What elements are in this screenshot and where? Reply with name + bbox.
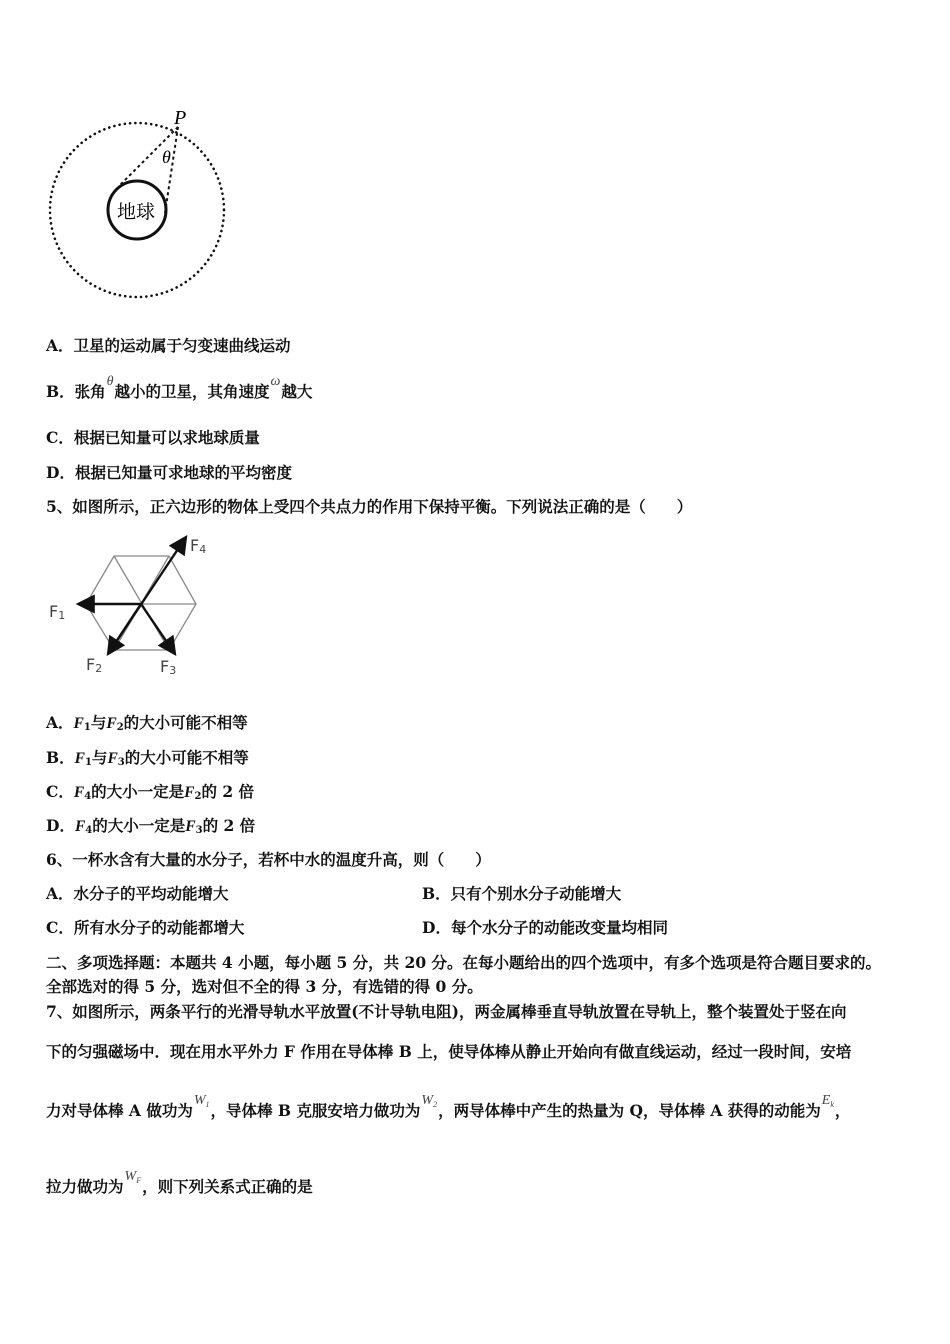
q5-stem: 5、如图所示，正六边形的物体上受四个共点力的作用下保持平衡。下列说法正确的是（ ） — [46, 497, 693, 516]
theta-symbol: θ — [106, 374, 114, 389]
q5-d-mid: 的大小一定是 — [92, 816, 186, 835]
q7-line4-b: ，则下列关系式正确的是 — [142, 1177, 313, 1196]
q7-line2: 下的匀强磁场中．现在用水平外力 F 作用在导体棒 B 上，使导体棒从静止开始向有做直线运动，经过一段时间，安培 — [46, 1042, 852, 1061]
q6-option-c: C．所有水分子的动能都增大 — [46, 918, 245, 937]
q5-d-post: 的 2 倍 — [202, 816, 256, 835]
q5-option-b — [46, 748, 910, 773]
q5-c-pre: C． — [46, 782, 74, 801]
q5-a-f1-sub: 1 — [83, 722, 91, 733]
q6-option-d: D．每个水分子的动能改变量均相同 — [422, 918, 668, 937]
q5-b-f1-sub: 1 — [84, 757, 92, 768]
hexagon-forces-figure — [40, 532, 220, 682]
q6-option-b: B．只有个别水分子动能增大 — [422, 884, 622, 903]
q7-line1: 7、如图所示，两条平行的光滑导轨水平放置(不计导轨电阻)，两金属棒垂直导轨放置在导轨上，整个装置处于竖在向 — [46, 1002, 847, 1021]
q5-c-f2: F — [184, 784, 195, 801]
force-f4-arrow — [108, 537, 186, 654]
wf-symbol: $W_F$ — [124, 1169, 142, 1185]
w2-symbol: $W_2$ — [421, 1093, 438, 1109]
ek-symbol: $E_k$ — [821, 1093, 834, 1109]
q5-option-d — [46, 816, 910, 841]
q4-option-b-mid: 越小的卫星，其角速度 — [114, 382, 270, 401]
q5-b-mid: 与 — [91, 748, 108, 767]
q5-b-f3-sub: 3 — [117, 757, 125, 768]
w1-symbol: $W_1$ — [193, 1093, 210, 1109]
q5-d-pre: D． — [46, 816, 75, 835]
f4-label: F4 — [190, 536, 207, 556]
q5-a-pre: A． — [46, 713, 74, 732]
q4-option-c: C．根据已知量可以求地球质量 — [46, 428, 260, 447]
q6-row-2 — [46, 918, 910, 938]
f2-label: F2 — [86, 655, 103, 675]
q4-option-a: A．卫星的运动属于匀变速曲线运动 — [46, 336, 291, 355]
q5-d-f3-sub: 3 — [195, 825, 203, 836]
q5-a-f1: F — [73, 715, 84, 732]
f3-label: F3 — [160, 657, 177, 677]
f1-label: F1 — [49, 602, 66, 622]
q5-option-c — [46, 782, 910, 807]
q5-a-mid: 与 — [90, 713, 107, 732]
q4-option-b-post: 越大 — [281, 382, 313, 401]
q5-b-post: 的大小可能不相等 — [124, 748, 249, 767]
q7-line3-c: ，两导体棒中产生的热量为 Q，导体棒 A 获得的动能为 — [438, 1101, 821, 1120]
q6-option-a: A．水分子的平均动能增大 — [46, 884, 229, 903]
angle-theta-label: θ — [162, 147, 171, 167]
omega-symbol: ω — [270, 374, 281, 389]
q5-b-f1: F — [74, 750, 85, 767]
tangent-line-2 — [165, 127, 178, 213]
q6-stem: 6、一杯水含有大量的水分子，若杯中水的温度升高，则（ ） — [46, 850, 491, 869]
section2-line2: 全部选对的得 5 分，选对但不全的得 3 分，有选错的得 0 分。 — [46, 977, 483, 996]
q4-option-b — [46, 374, 910, 404]
q5-option-a — [46, 713, 910, 738]
q5-d-f4-sub: 4 — [85, 825, 93, 836]
q5-c-f4: F — [73, 784, 85, 801]
q5-c-mid: 的大小一定是 — [91, 782, 185, 801]
q5-b-f3: F — [107, 750, 118, 767]
q7-line3 — [46, 1093, 910, 1127]
q7-line4 — [46, 1169, 910, 1203]
q5-a-f2-sub: 2 — [116, 722, 124, 733]
q7-line4-a: 拉力做功为 — [46, 1177, 124, 1196]
q7-line3-a: 力对导体棒 A 做功为 — [46, 1101, 193, 1120]
q5-a-f2: F — [106, 715, 117, 732]
q5-d-f3: F — [185, 818, 196, 835]
q5-a-post: 的大小可能不相等 — [123, 713, 248, 732]
q5-c-post: 的 2 倍 — [201, 782, 255, 801]
earth-label: 地球 — [117, 201, 156, 223]
section2-line1: 二、多项选择题：本题共 4 小题，每小题 5 分，共 20 分。在每小题给出的四个选项中，有多个选项是符合题目要求的。 — [46, 953, 882, 972]
q7-line3-d: ， — [834, 1101, 851, 1120]
force-f3-arrow — [141, 604, 175, 654]
q5-b-pre: B． — [46, 748, 75, 767]
q4-option-d: D．根据已知量可求地球的平均密度 — [46, 463, 292, 482]
q5-c-f4-sub: 4 — [84, 791, 92, 802]
q4-option-b-pre: B．张角 — [46, 382, 106, 401]
q7-line3-b: ，导体棒 B 克服安培力做功为 — [210, 1101, 421, 1120]
q5-d-f4: F — [74, 818, 86, 835]
q6-row-1 — [46, 884, 910, 904]
point-p-label: P — [174, 107, 187, 129]
satellite-orbit-figure — [40, 105, 280, 305]
q5-c-f2-sub: 2 — [194, 791, 202, 802]
